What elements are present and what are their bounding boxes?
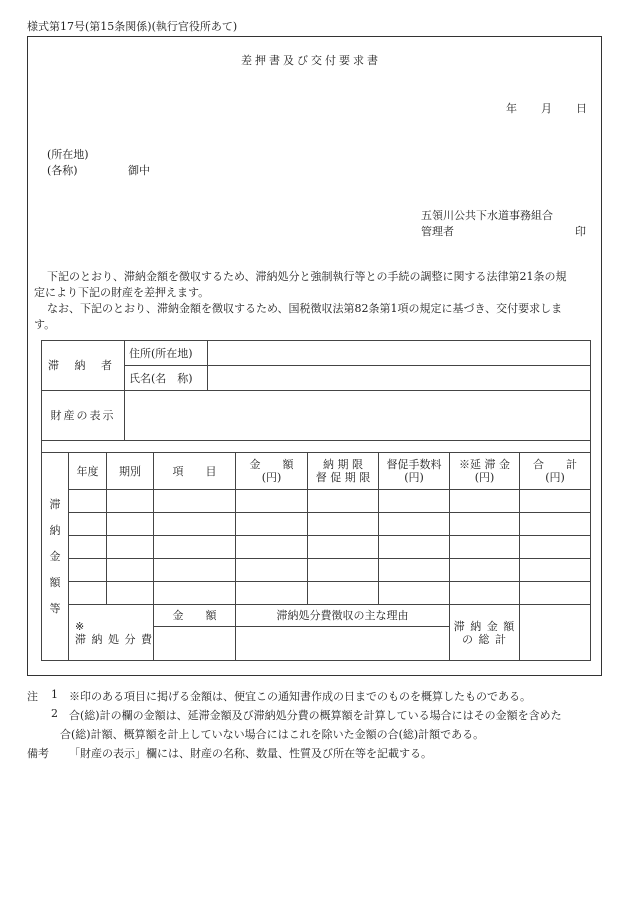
header-late-label: ※延 滞 金 — [459, 458, 510, 471]
date-month: 月 — [541, 102, 552, 115]
table-row — [42, 582, 591, 605]
header-late-unit: (円) — [474, 471, 495, 484]
header-amount-label: 金 額 — [249, 458, 294, 471]
side-char-1: 滞 — [49, 497, 61, 511]
note-2-line1: 合(総)計の欄の金額は、延滞金額及び滞納処分費の概算額を計算している場合にはその金額を含めた — [69, 709, 562, 722]
body-p2-line2: す。 — [34, 318, 56, 331]
cost-amount-value[interactable] — [154, 627, 236, 661]
header-due-line1: 納 期 限 — [323, 458, 363, 471]
cost-amount-label: 金 額 — [154, 605, 236, 627]
side-char-5: 等 — [49, 601, 61, 615]
header-total-unit: (円) — [545, 471, 565, 484]
grand-total-value[interactable] — [520, 605, 591, 661]
cost-mark: ※ — [75, 619, 85, 633]
side-char-3: 金 — [49, 549, 61, 563]
name-value[interactable] — [208, 366, 591, 391]
side-char-4: 額 — [49, 575, 61, 589]
amount-side-label — [42, 453, 69, 661]
table-row — [42, 559, 591, 582]
remark: 「財産の表示」欄には、財産の名称、数量、性質及び所在等を記載する。 — [69, 747, 432, 760]
body-p1-line2: 定により下記の財産を差押えます。 — [34, 286, 210, 299]
issuer-title: 管理者 — [421, 225, 454, 238]
address-label: 住所(所在地) — [125, 341, 208, 366]
property-label: 財産の表示 — [42, 391, 125, 441]
header-amount — [236, 453, 308, 490]
note-2-line2: 合(総)計額、概算額を計上していない場合にはこれを除いた金額の合(総)計額である。 — [60, 728, 485, 741]
table-row — [42, 536, 591, 559]
header-fee-unit: (円) — [404, 471, 424, 484]
property-value[interactable] — [125, 391, 591, 441]
cost-label: 滞 納 処 分 費 — [75, 632, 153, 646]
header-late — [450, 453, 520, 490]
header-year: 年度 — [69, 453, 107, 490]
addressee-honorific: 御中 — [128, 164, 150, 177]
table-row — [42, 490, 591, 513]
name-label: 氏名(名 称) — [125, 366, 208, 391]
spacer-row — [42, 441, 591, 453]
note-1-num: 1 — [51, 688, 58, 701]
address-value[interactable] — [208, 341, 591, 366]
issuer-org: 五領川公共下水道事務組合 — [421, 209, 553, 222]
delinquent-label: 滞 納 者 — [42, 341, 125, 391]
header-due — [308, 453, 379, 490]
cost-cell — [69, 605, 154, 661]
cost-reason-label: 滞納処分費徴収の主な理由 — [236, 605, 450, 627]
addressee-location-label: (所在地) — [47, 148, 89, 161]
side-char-2: 納 — [49, 523, 61, 537]
grand-total-label — [450, 605, 520, 661]
date-day: 日 — [576, 102, 587, 115]
header-period: 期別 — [107, 453, 154, 490]
note-1: ※印のある項目に掲げる金額は、便宜この通知書作成の日までのものを概算したものである。 — [69, 690, 531, 703]
body-p2-line1: なお、下記のとおり、滞納金額を徴収するため、国税徴収法第82条第1項の規定に基づき、交付要求しま — [47, 302, 563, 315]
delinquent-table — [41, 340, 591, 453]
header-item: 項 目 — [154, 453, 236, 490]
grand-total-line2: の 総 計 — [462, 632, 507, 646]
document-title: 差押書及び交付要求書 — [241, 54, 381, 67]
header-fee — [379, 453, 450, 490]
date-year: 年 — [506, 102, 517, 115]
cost-reason-value[interactable] — [236, 627, 450, 661]
header-fee-label: 督促手数料 — [386, 458, 442, 471]
note-2-num: 2 — [51, 707, 58, 720]
body-p1-line1: 下記のとおり、滞納金額を徴収するため、滞納処分と強制執行等との手続の調整に関する法律第21条の規 — [47, 270, 567, 283]
header-amount-unit: (円) — [261, 471, 282, 484]
table-row — [42, 513, 591, 536]
header-total-label: 合 計 — [533, 458, 577, 471]
header-due-line2: 督 促 期 限 — [315, 471, 371, 484]
grand-total-line1: 滞 納 金 額 — [453, 619, 516, 633]
amount-table — [41, 452, 591, 661]
notes-label: 注 — [27, 690, 38, 703]
header-total — [520, 453, 591, 490]
addressee-name-label: (各称) — [47, 164, 78, 177]
form-number: 様式第17号(第15条関係)(執行官役所あて) — [27, 20, 238, 33]
issuer-seal: 印 — [575, 225, 586, 238]
remark-label: 備考 — [27, 747, 49, 760]
